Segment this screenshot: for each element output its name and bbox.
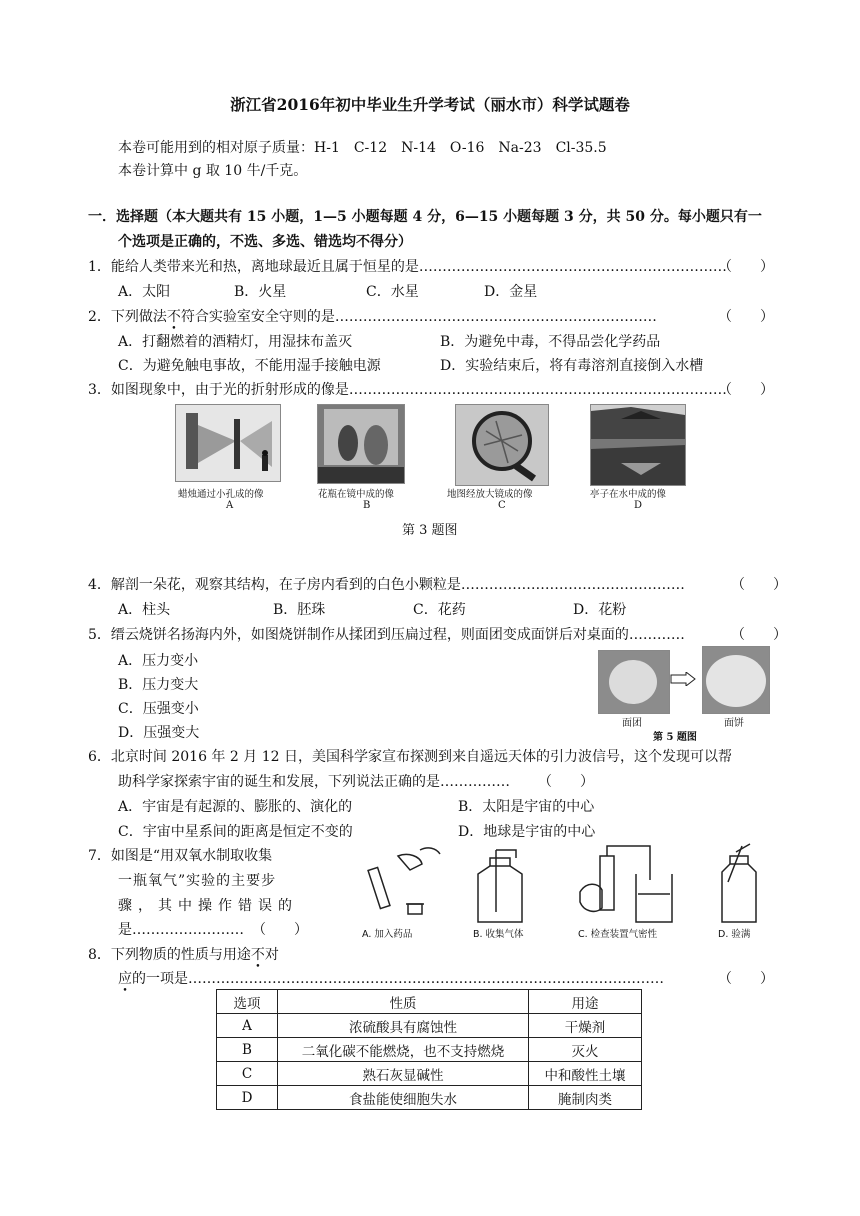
q3-caption-c: 地图经放大镜成的像 <box>447 489 533 500</box>
table-row <box>217 1038 642 1062</box>
q6-option-c: C．宇宙中星系间的距离是恒定不变的 <box>118 824 353 840</box>
q7-answer-paren: （ ） <box>252 922 308 938</box>
pinhole-illustration <box>176 405 280 481</box>
q3-caption-a: 蜡烛通过小孔成的像 <box>178 489 264 500</box>
q7-apparatus-figure <box>350 842 770 934</box>
q3-caption-d: 亭子在水中成的像 <box>590 489 667 500</box>
q8-answer-paren: （ ） <box>718 971 774 987</box>
table-cell: A <box>217 1014 278 1038</box>
q1-option-b: B．火星 <box>234 284 287 300</box>
q7-caption-b: B. 收集气体 <box>473 929 524 940</box>
table-cell: D <box>217 1086 278 1110</box>
q7-caption-a: A. 加入药品 <box>362 929 413 940</box>
q1-option-a: A．太阳 <box>118 284 171 300</box>
q3-image-pinhole <box>175 404 281 482</box>
section-header-line1: 一．选择题（本大题共有 15 小题，1—5 小题每题 4 分，6—15 小题每题 3 分，共 50 分。每小题只有一 <box>88 209 762 225</box>
q5-option-a: A．压力变小 <box>118 653 199 669</box>
q6-option-a: A．宇宙是有起源的、膨胀的、演化的 <box>118 799 353 815</box>
q7-stem-line3: 骤，其中操作错误的 <box>118 898 298 914</box>
q3-letter-a: A <box>226 500 234 511</box>
paper-title: 浙江省2016年初中毕业生升学考试（丽水市）科学试题卷 <box>230 95 630 114</box>
q5-stem: 5．缙云烧饼名扬海内外，如图烧饼制作从揉团到压扁过程，则面团变成面饼后对桌面的………… <box>88 627 685 643</box>
table-cell: B <box>217 1038 278 1062</box>
table-cell: 腌制肉类 <box>529 1086 642 1110</box>
q2-option-c: C．为避免触电事故，不能用湿手接触电源 <box>118 358 381 374</box>
q3-caption-b: 花瓶在镜中成的像 <box>318 489 395 500</box>
pavilion-illustration <box>591 405 685 485</box>
q4-option-d: D．花粉 <box>573 602 627 618</box>
q4-answer-paren: （ ） <box>731 577 787 593</box>
table-cell: C <box>217 1062 278 1086</box>
q4-option-b: B．胚珠 <box>273 602 326 618</box>
q6-option-b: B．太阳是宇宙的中心 <box>458 799 595 815</box>
q3-letter-c: C <box>498 500 506 511</box>
table-cell: 灭火 <box>529 1038 642 1062</box>
table-cell: 中和酸性土壤 <box>529 1062 642 1086</box>
q3-image-magnifier <box>455 404 549 486</box>
q3-figure-title: 第 3 题图 <box>402 523 458 538</box>
q6-answer-paren: （ ） <box>538 774 594 790</box>
table-header-cell: 性质 <box>278 990 529 1014</box>
q2-option-a: A．打翻燃着的酒精灯，用湿抹布盖灭 <box>118 334 353 350</box>
q4-option-a: A．柱头 <box>118 602 171 618</box>
q3-letter-b: B <box>363 500 371 511</box>
q6-stem-line2: 助科学家探索宇宙的诞生和发展，下列说法正确的是…………… <box>118 774 510 790</box>
q1-answer-paren: （ ） <box>718 259 774 275</box>
q3-stem: 3．如图现象中，由于光的折射形成的像是……………………………………………………………………… <box>88 382 727 398</box>
q3-image-pavilion-reflection <box>590 404 686 486</box>
table-header-cell: 选项 <box>217 990 278 1014</box>
q2-option-d: D．实验结束后，将有毒溶剂直接倒入水槽 <box>440 358 704 374</box>
q8-stem-line1: 8．下列物质的性质与用途不对 <box>88 947 279 963</box>
q3-image-mirror <box>317 404 405 484</box>
q1-stem: 1．能给人类带来光和热，离地球最近且属于恒星的是………………………………………………………… <box>88 259 727 275</box>
q5-option-b: B．压力变大 <box>118 677 199 693</box>
q4-option-c: C．花药 <box>413 602 466 618</box>
table-cell: 食盐能使细胞失水 <box>278 1086 529 1110</box>
magnifier-illustration <box>456 405 548 485</box>
q2-answer-paren: （ ） <box>718 309 774 325</box>
q7-stem-line4: 是…………………… <box>118 922 244 938</box>
q6-option-d: D．地球是宇宙的中心 <box>458 824 596 840</box>
q5-answer-paren: （ ） <box>731 627 787 643</box>
q5-image-pancake <box>702 646 770 714</box>
q5-label-pancake: 面饼 <box>724 718 744 729</box>
table-row <box>217 1086 642 1110</box>
table-cell: 干燥剂 <box>529 1014 642 1038</box>
note-atomic-mass: 本卷可能用到的相对原子质量：H-1 C-12 N-14 O-16 Na-23 Cl-35.5 <box>118 140 607 156</box>
q8-stem-line2: 应的一项是………………………………………………………………………………………… <box>118 971 664 987</box>
q5-figure-title: 第 5 题图 <box>653 732 697 743</box>
q5-arrow-icon <box>670 672 696 686</box>
q5-option-d: D．压强变大 <box>118 725 200 741</box>
table-header-cell: 用途 <box>529 990 642 1014</box>
q1-option-d: D．金星 <box>484 284 538 300</box>
q1-option-c: C．水星 <box>366 284 419 300</box>
table-row <box>217 1014 642 1038</box>
q5-option-c: C．压强变小 <box>118 701 199 717</box>
q5-image-dough <box>598 650 670 714</box>
note-g-value: 本卷计算中 g 取 10 牛/千克。 <box>118 163 308 179</box>
q7-stem-line2: 一瓶氧气”实验的主要步 <box>118 873 277 889</box>
dough-illustration <box>599 651 669 713</box>
section-header-line2: 个选项是正确的，不选、多选、错选均不得分） <box>118 234 412 250</box>
q7-caption-c: C. 检查装置气密性 <box>578 929 658 940</box>
q2-option-b: B．为避免中毒，不得品尝化学药品 <box>440 334 661 350</box>
table-cell: 二氧化碳不能燃烧，也不支持燃烧 <box>278 1038 529 1062</box>
mirror-illustration <box>318 405 404 483</box>
q2-stem: 2．下列做法不符合实验室安全守则的是…………………………………………………………… <box>88 309 657 325</box>
q4-stem: 4．解剖一朵花，观察其结构，在子房内看到的白色小颗粒是………………………………………… <box>88 577 685 593</box>
q5-label-dough: 面团 <box>622 718 642 729</box>
q8-table <box>216 989 642 1110</box>
table-header-row <box>217 990 642 1014</box>
pancake-illustration <box>703 647 769 713</box>
q3-answer-paren: （ ） <box>718 382 774 398</box>
q3-letter-d: D <box>634 500 643 511</box>
table-cell: 浓硫酸具有腐蚀性 <box>278 1014 529 1038</box>
q7-caption-d: D. 验满 <box>718 929 751 940</box>
table-cell: 熟石灰显碱性 <box>278 1062 529 1086</box>
table-row <box>217 1062 642 1086</box>
q6-stem-line1: 6．北京时间 2016 年 2 月 12 日，美国科学家宣布探测到来自遥远天体的引力波信号，这个发现可以帮 <box>88 749 732 765</box>
q7-stem-line1: 7．如图是“用双氧水制取收集 <box>88 848 273 864</box>
